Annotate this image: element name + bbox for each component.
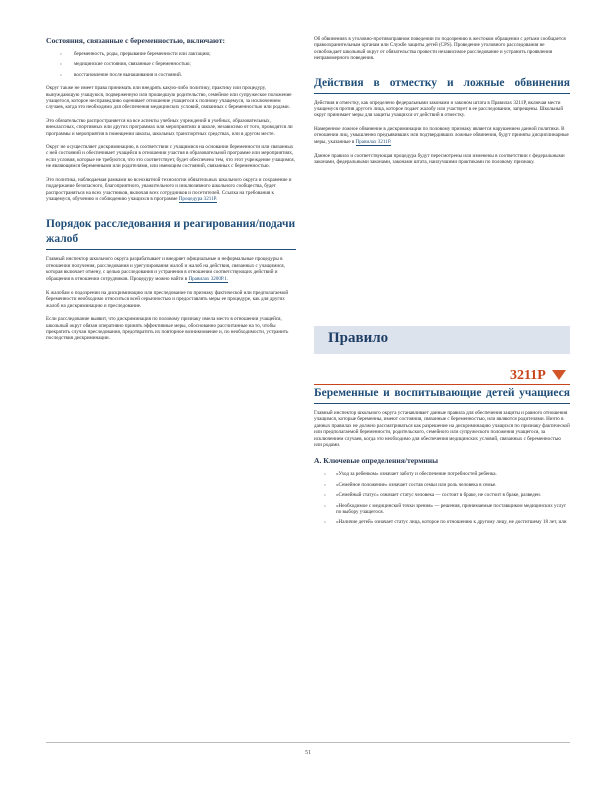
body-paragraph: Округ не осуществляет дискриминацию, в соответствии с учащимися на основании беременности или связанных с ней состояний и обеспечивает учащейся в отношении участия в образовательной программе или мероприятиях, если условия, которые не требуются, что это соответствует, будет обеспечено тем, что этот учреждение учащимся, не являющимся беременными или родителями, или имеющим состояний, связанных с беременностью. — [46, 144, 295, 170]
list-item: › «Необходимое с медицинской точки зрения» — решения, принимаемые поставщиком медицинских услуг по выбору учащегося. — [314, 503, 570, 516]
list-item: › «Уход за ребенком» означает заботу и обеспечение потребностей ребенка. — [314, 471, 570, 477]
policy-code: 3211P — [510, 368, 546, 383]
conditions-heading: Состояния, связанные с беременностью, включают: — [46, 36, 226, 45]
definitions-heading: A. Ключевые определения/термины — [314, 456, 439, 466]
procedure-link[interactable]: Процедура 3211P. — [178, 195, 218, 202]
definitions-list — [314, 471, 570, 525]
footer-divider — [46, 742, 570, 743]
body-paragraph: Округ также не имеет права принимать или внедрять какую-либо политику, практику или процедуру, вынуждающую учащуюся, подверженную или прошедшую родительство, семейное или супружеское положение учащегося, которое несправедливо оценивает отношение учащегося к полному учащемуся, за исключением случаев, когда это необходимо для обеспечения медицинских условий, связанных с беременностью или родами. — [46, 85, 292, 111]
body-text: Это политика, наблюдаемая рамками во всеохватной технологии обязательных школьного округа и сохранение и поддержание безопасного, благоприятного, уважительного и инклюзивного школьного сообщества, будет распространяться на всех участников, включая всех сотрудников и посетителей. Ссылка на требования к учащемуся, обучению и соблюдению учащихся в программе — [46, 176, 292, 202]
body-text: Действия в отместку, как определено федеральными законами и законом штата в Правилах 3211P, включая мести учащемуся против другого лица, которое подает жалобу или участвует в ее расследовании, запрещены. Школьный округ принимает меры для защиты учащихся от действий в отместку. — [314, 99, 564, 119]
rules-link[interactable]: Правилах 3200P.1. — [188, 275, 229, 282]
rule-title: Правило — [328, 330, 389, 346]
list-item: › «Семейное положение» означает состав семьи или роль человека в семье. — [314, 482, 570, 488]
body-paragraph: Главный инспектор школьного округа устанавливает данные правила для обеспечения защиты и равного отношения учащимся, которые беременны, имеют состояния, связанные с беременностью, или являются родителями. Ничто в данных правилах не должно рассматриваться как разрешение на дискриминацию учащихся по признаку фактической или предполагаемой беременности, родительского, семейного или супружеского положения учащегося, за исключением случаев, когда это необходимо для обеспечения медицинских условий, связанных с беременностью или родами. — [314, 410, 570, 449]
rule-banner — [314, 326, 570, 354]
list-item: › «Наличие детей» означает статус лица, которое по отношению к другому лицу, не достигшему 18 лет, или — [314, 519, 570, 525]
body-paragraph — [46, 256, 296, 283]
list-item: › «Семейный статус» означает статус человека — состоит в браке, не состоит в браке, разведен. — [314, 492, 570, 498]
body-paragraph — [314, 100, 570, 119]
body-text: Главный инспектор школьного округа разрабатывает и внедряет официальные и неформальные процедуры в отношении получения, расследования и урегулирования жалоб и жалоб на действия, связанных с учащимися, которая включает отмену, с целью расследования и устранения в отношении соответствующих действий и обращения в отношении сотрудников. Процедуру можно найти в — [46, 256, 285, 282]
body-paragraph: Если расследование выявит, что дискриминация по половому признаку имела место в отношении учащейся, школьный округ обязан оперативно принять эффективные меры, обоснованно рассчитанные на то, чтобы прекратить случаи преследования, предотвратить их повторное возникновение и, по необходимости, устранить последствия дискриминации. — [46, 316, 289, 342]
right-column — [314, 36, 570, 173]
body-paragraph — [314, 126, 570, 146]
list-item: › беременность, роды, прерывание беременности или лактацию; — [46, 51, 296, 57]
body-paragraph: Это обязательство распространяется на все аспекты учебных учреждений в учебных, образовательных, внеклассных, спортивных или других программах или мероприятиях в школе, независимо от того, проводятся ли программы и мероприятия в помещении школы, школьных транспортных средствах, или в другом месте. — [46, 117, 293, 137]
list-item: › медицинские состояния, связанные с беременностью; — [46, 61, 296, 67]
body-paragraph: Данное правило и соответствующая процедура будут пересмотрены или изменены в соответствии с федеральными законами, федеральными законами, законами штата, наилучшими практиками по половому признаку. — [314, 153, 565, 166]
conditions-list — [46, 51, 296, 78]
section-heading-pregnant-students: Беременные и воспитывающие детей учащиеся — [314, 386, 570, 404]
triangle-down-icon — [552, 370, 566, 380]
pregnant-students-section — [314, 384, 570, 533]
section-heading-investigation: Порядок расследования и реагирования/подачи жалоб — [46, 217, 296, 250]
rules-link[interactable]: Правилах 3211P. — [355, 138, 392, 145]
list-item: › восстановление после вынашивания и состояний. — [46, 72, 296, 78]
left-column — [46, 36, 296, 349]
body-paragraph: Об обвинениях в уголовно-противоправном поведении по подозрению в жестоком обращении с детьми сообщается правоохранительным органам или Службе защиты детей (CPS). Проведение уголовного расследования не освобождает школьный округ от обязательства провести независимое расследование и устранить проявления неправомерного поведения. — [314, 36, 566, 62]
body-paragraph: К жалобам о подозрении на дискриминацию или преследование по признаку фактической или предполагаемой беременности необходимо относиться всей серьезностью и предоставлять меры ее процедуре, как для других жалоб на дискриминацию и преследование. — [46, 289, 289, 309]
page-number: 51 — [305, 750, 311, 756]
body-text: Намеренное ложное обвинение в дискриминации по половому признаку является нарушением данной политики. В отношении лиц, умышленно предъявивших или подтвердивших ложные обвинения, будут приняты дисциплинарные меры, указанные в — [314, 125, 569, 145]
body-paragraph — [46, 177, 296, 204]
section-heading-retaliation: Действия в отместку и ложные обвинения — [314, 76, 570, 94]
